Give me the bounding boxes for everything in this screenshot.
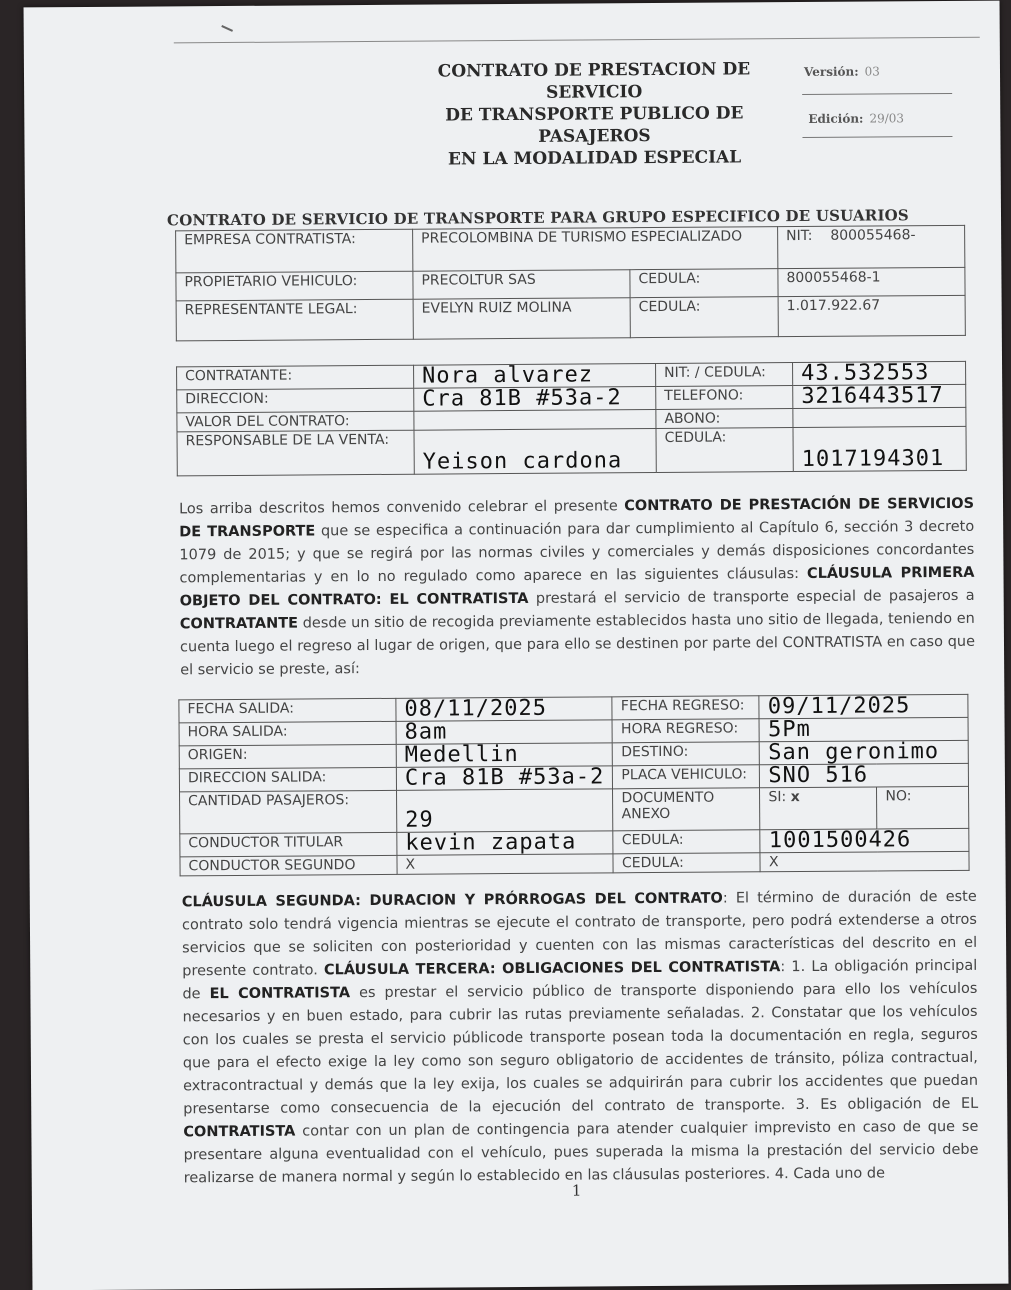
hora-regreso-value: 5Pm xyxy=(759,717,968,741)
version-info: Versión: 03 xyxy=(803,64,880,79)
company-table xyxy=(175,225,966,342)
client-table: CONTRATANTE: Nora alvarez NIT: / CEDULA: 43.532553 DIRECCION: Cra 81B #53a-2 TELEFONO: 3216443517 VALOR DEL CONTRATO: ABONO: RESPONSABLE DE LA VENTA: Yeison cardona CEDULA: 1017194301 xyxy=(176,361,967,477)
representante-label: REPRESENTANTE LEGAL: xyxy=(176,299,413,341)
empresa-value: PRECOLOMBINA DE TURISMO ESPECIALIZADO xyxy=(413,227,778,272)
fecha-salida-value: 08/11/2025 xyxy=(396,697,613,722)
direccion-salida-value: Cra 81B #53a-2 xyxy=(396,766,613,791)
conductor-segundo-value: X xyxy=(397,854,614,875)
responsable-value: Yeison cardona xyxy=(414,429,656,475)
fecha-regreso-value: 09/11/2025 xyxy=(759,694,968,718)
direccion-value: Cra 81B #53a-2 xyxy=(414,387,656,412)
valor-value xyxy=(414,410,656,431)
anexo-no: NO: xyxy=(877,786,969,829)
conductor-segundo-cedula: X xyxy=(760,851,969,871)
representante-value: EVELYN RUIZ MOLINA xyxy=(413,298,630,340)
nit-cell: NIT: 800055468- xyxy=(778,225,965,268)
cedula-label: CEDULA: xyxy=(630,269,778,298)
clauses-paragraph: CLÁUSULA SEGUNDA: DURACION Y PRÓRROGAS DEL CONTRATO: El término de duración de este contrato solo tendrá vigencia mientras se ejecute el contrato de transporte, pero podrá extenderse a otros servicios que se soliciten con posterioridad y cuenten con las mismas características del descrito en el presente contrato. CLÁUSULA TERCERA: OBLIGACIONES DEL CONTRATISTA: 1. La obligación principal de EL CONTRATISTA es prestar el servicio público de transporte disponiendo para ello los vehículos necesarios y en buen estado, para cubrir las rutas previamente señaladas. 2. Constatar que los vehículos con los cuales se presta el servicio públicode transporte posean toda la documentación en regla, seguros que para el efecto exige la ley como son seguro obligatorio de accidentes de tránsito, póliza contractual, extracontractual y demás que la ley exija, los cuales se adquirirán para cubrir los accidentes que puedan presentarse como consecuencia de la ejecución del contrato de transporte. 3. Es obligación de EL CONTRATISTA contar con un plan de contingencia para atender cualquier imprevisto en caso de que se presentare alguna eventualidad con el vehículo, pues superada la misma la prestación del servicio debe realizarse de manera normal y según lo establecido en las cláusulas posteriores. 4. Cada uno de xyxy=(181,888,979,1187)
empresa-label: EMPRESA CONTRATISTA: xyxy=(176,229,413,273)
telefono-value: 3216443517 xyxy=(793,384,966,408)
top-rule xyxy=(174,37,980,44)
contract-page xyxy=(24,1,1009,1290)
edition-info: Edición: 29/03 xyxy=(808,111,905,126)
representante-cedula: 1.017.922.67 xyxy=(778,295,965,336)
pen-mark xyxy=(221,14,238,32)
anexo-si: SI: x xyxy=(760,787,877,830)
contract-subtitle: CONTRATO DE SERVICIO DE TRANSPORTE PARA GRUPO ESPECIFICO DE USUARIOS xyxy=(166,206,910,230)
propietario-cedula: 800055468-1 xyxy=(778,267,965,296)
intro-paragraph: Los arriba descritos hemos convenido celebrar el presente CONTRATO DE PRESTACIÓN DE SERVICIOS DE TRANSPORTE que se especifica a continuación para dar cumplimiento al Capítulo 6, sección 3 decreto 1079 de 2015; y que se regirá por las normas civiles y comerciales y demás disposiciones concordantes complementarias y en lo no regulado como aparece en las siguientes cláusulas: CLÁUSULA PRIMERA OBJETO DEL CONTRATO: EL CONTRATISTA prestará el servicio de transporte especial de pasajeros a CONTRATANTE desde un sitio de recogida previamente establecidos hasta uno sitio de llegada, teniendo en cuenta luego el regreso al lugar de origen, que para ello se destinen por parte del CONTRATISTA en caso que el servicio se preste, así: xyxy=(178,495,976,679)
page-number: 1 xyxy=(571,1181,582,1200)
cantidad-value: 29 xyxy=(397,789,614,833)
cedula-label: CEDULA: xyxy=(630,297,778,338)
propietario-label: PROPIETARIO VEHICULO: xyxy=(176,271,413,301)
trip-table: FECHA SALIDA: 08/11/2025 FECHA REGRESO: 09/11/2025 HORA SALIDA: 8am HORA REGRESO: 5Pm ORIGEN: Medellin DESTINO: San geronimo DIRECCION SALIDA: Cra 81B #53a-2 PLACA VEHICULO: SNO 516 CANTIDAD PASAJEROS: 29 DOCUMENTO ANEXO SI: x NO: CONDUCTOR TITULAR kevin zapata CEDULA: 1001500426 CONDUCTOR SEGUNDO X CEDULA: X xyxy=(178,694,969,877)
placa-value: SNO 516 xyxy=(760,763,969,787)
contratante-cedula: 43.532553 xyxy=(793,361,966,385)
propietario-value: PRECOLTUR SAS xyxy=(413,270,630,300)
conductor-titular-value: kevin zapata xyxy=(397,831,614,856)
origen-value: Medellin xyxy=(396,743,613,768)
conductor-titular-cedula: 1001500426 xyxy=(760,828,969,852)
abono-value xyxy=(793,407,966,427)
destino-value: San geronimo xyxy=(760,740,969,764)
hora-salida-value: 8am xyxy=(396,720,613,745)
responsable-cedula: 1017194301 xyxy=(793,426,966,471)
contratante-value: Nora alvarez xyxy=(414,364,656,389)
document-title: CONTRATO DE PRESTACION DE SERVICIO DE TRANSPORTE PUBLICO DE PASAJEROS EN LA MODALIDAD ESPECIAL xyxy=(437,59,751,170)
